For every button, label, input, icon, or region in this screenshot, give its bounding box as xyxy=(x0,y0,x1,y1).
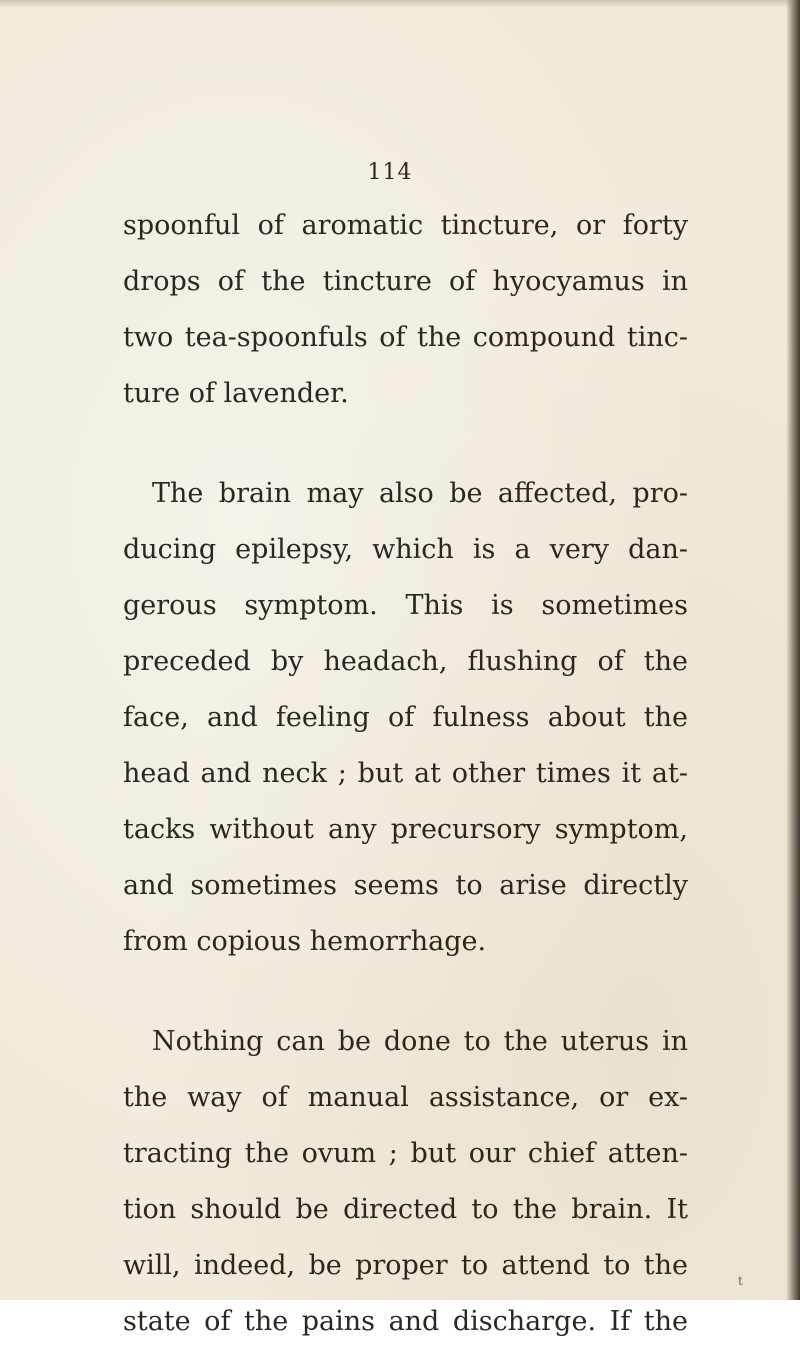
text-line: ture of lavender. xyxy=(123,378,349,409)
paragraph-gap xyxy=(123,422,688,466)
text-line: and sometimes seems to arise directly xyxy=(123,870,688,901)
text-line: ducing epilepsy, which is a very dan- xyxy=(123,534,688,565)
text-line: will, indeed, be proper to attend to the xyxy=(123,1250,688,1281)
paragraph-2 xyxy=(123,466,688,970)
page-number: 114 xyxy=(367,160,413,185)
text-line: face, and feeling of fulness about the xyxy=(123,702,688,733)
text-line: tion should be directed to the brain. It xyxy=(123,1194,688,1225)
paragraph-1 xyxy=(123,198,688,422)
text-line: drops of the tincture of hyocyamus in xyxy=(123,266,688,297)
text-line: the way of manual assistance, or ex- xyxy=(123,1082,688,1113)
text-line: from copious hemorrhage. xyxy=(123,926,487,957)
text-line: head and neck ; but at other times it at- xyxy=(123,758,688,789)
text-line: spoonful of aromatic tincture, or forty xyxy=(123,210,688,241)
text-line: two tea-spoonfuls of the compound tinc- xyxy=(123,322,688,353)
paragraph-3 xyxy=(123,1014,688,1350)
footer-mark: t xyxy=(738,1274,743,1288)
text-line: tracting the ovum ; but our chief atten- xyxy=(123,1138,688,1169)
text-line: tacks without any precursory symptom, xyxy=(123,814,688,845)
body-text xyxy=(123,198,688,1350)
page-right-edge xyxy=(786,0,800,1300)
paragraph-gap xyxy=(123,970,688,1014)
text-line: gerous symptom. This is sometimes xyxy=(123,590,688,621)
top-edge-shadow xyxy=(0,0,800,8)
text-line: The brain may also be affected, pro- xyxy=(152,478,688,509)
text-line: Nothing can be done to the uterus in xyxy=(152,1026,688,1057)
text-line: preceded by headach, flushing of the xyxy=(123,646,688,677)
text-line: state of the pains and discharge. If the xyxy=(123,1306,688,1337)
